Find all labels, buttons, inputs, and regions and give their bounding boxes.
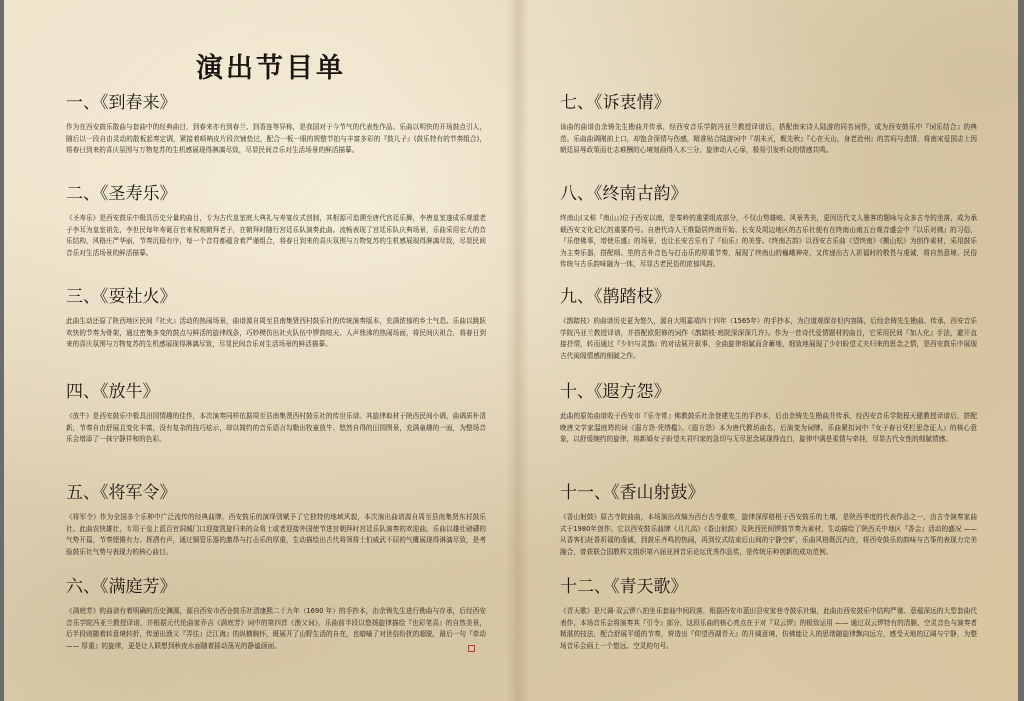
- program-heading: 二、《圣寿乐》: [66, 184, 177, 204]
- program-item: [560, 381, 977, 446]
- program-heading: 十二、《青天歌》: [560, 577, 688, 597]
- program-heading: 一、《到春来》: [66, 93, 177, 113]
- right-edge: [1018, 0, 1024, 701]
- program-description: 《青天歌》是尺调·双云锣八拍坐乐套曲中间段落，根据西安市蓝田县安家巷寺鼓乐社编，此曲由西安鼓乐中结构严谨、意蕴深远的大型套曲代表作，本场音乐会将演奏其『引令』部分，这段乐曲的核心亮点在于对『双云锣』的极致运用 —— 通过双云锣特有的清脆、空灵音色与演奏者精湛的技法，配合舒展平缓的节奏，营造出『仰望西湖青天』的开阔意境，仿佛能让人的思绪随旋律飘向远方，感受天地的辽阔与宁静，为整场音乐会画上一个悠远、空灵的句号。: [560, 607, 977, 650]
- program-item: [560, 482, 977, 558]
- program-description: 《圣寿乐》是西安鼓乐中极具历史分量的曲目，专为古代皇室庭大典礼与寿宴仪式创制，其根源可追溯至唐代宫廷乐舞，李唐皇室遂成乐观道老子李耳为皇室祖先，李世民每年寿诞百官来祝观朝拜老子，在朝拜时随行宫廷乐队演奏此曲。流畅表现了宫廷乐队庆典场景，乐曲采用宏大的音乐结构，风格庄严华丽，节奏沉稳有序，每一个音符都蕴含着严谨组合，将春日到来的喜庆氛围与万物复苏的生机感展现得淋漓尽致，尽显民间音乐对生活场景的鲜活描摹。: [66, 214, 486, 257]
- program-item: [66, 286, 486, 351]
- program-description: 《将军令》作为全国多个乐种中广泛流传的经典曲牌，西安鼓乐的演绎别赋予了它独特的地域风貌，本次演出曲谱源自周至县南集贤东村鼓乐社。此曲农快雄壮，专用于皇上派百官洞城门口迎接凯旋归来的众将士或者迎接外国使节进宫朝拜时宫廷乐队演奏的欢迎曲。乐曲以雄壮磅礴的气势开篇，节奏铿锵有力、挥洒有声，通过铜管乐器的激昂与打击乐的厚重，生动描绘出古代将领将士们威武不屈的气概展现得淋漓尽致，是考验鼓乐社气势与表现力的核心曲目。: [66, 513, 486, 556]
- program-heading: 四、《放牛》: [66, 382, 160, 402]
- program-heading: 七、《诉衷情》: [560, 93, 671, 113]
- program-item: [560, 286, 977, 362]
- program-item: [560, 576, 977, 652]
- program-description: 《放牛》是西安鼓乐中极具田园情趣的佳作，本次演奏同样依据周至县南集贤西村鼓乐社的传世乐谱。其旋律取材于陕西民间小调，曲调质朴清新，节奏自由舒展且变化丰富，没有复杂的技巧炫示，却以简约的音乐语言勾勒出牧童放牛、悠然自得的田园图景，充满童趣的一面，为整场音乐会增添了一抹宁静祥和的色彩。: [66, 412, 486, 443]
- program-description: 此曲的原始曲谱收于西安市『乐寺常』佛教鼓乐社余登建先生的手抄本，后由余铸先生勘曲并传承，经西安音乐学院程天健教授译谱后，搭配晚唐文学家温庭筠的词《遐方怨·凭绣槛》。《遐方怨》本为唐代教坊曲名，后演变为词牌。乐曲紧扣词中『女子春日凭栏思念征人』的核心意象，以舒缓婉约的旋律，将新婚女子盼望夫君归家的急切与无尽思念展现得直白，旋律中满是柔情与牵挂，尽显古代女性的细腻情感。: [560, 412, 977, 443]
- program-heading: 九、《鹊踏枝》: [560, 287, 671, 307]
- left-edge: [0, 0, 4, 701]
- program-heading: 十一、《香山射鼓》: [560, 483, 705, 503]
- program-item: [66, 576, 486, 652]
- program-item: [66, 482, 486, 558]
- program-heading: 三、《耍社火》: [66, 287, 177, 307]
- program-item: [560, 183, 977, 271]
- page-title: 演出节目单: [196, 53, 346, 84]
- program-item: [560, 92, 977, 157]
- program-item: [66, 183, 486, 259]
- program-description: 该曲的曲谱由余铸先生勘曲并传承，经西安音乐学院冯亚兰教授译谱后，搭配南宋诗人陆游的同名词作，成为西安鼓乐中『词乐结合』的典范。乐曲曲调刚前上口，却饱含深情与伤感，精准贴合陆游词中『胡未灭，鬓先秋』『心在天山，身老沧州』的苦闷与悲情，将南宋爱国志士因朝廷屈辱政策而壮志难酬的心境刻画得入木三分，旋律动人心扉，极易引发听众的情感共鸣。: [560, 123, 977, 154]
- program-heading: 六、《满庭芳》: [66, 577, 177, 597]
- program-description: 作为在西安鼓乐散曲与套曲中的经典曲目，到春来亦有到春兰、到香连等异称，是我国对于今节气的代表性作品。乐曲以明快的开场鼓点引人，随后以一段自由灵动的散板起奏定调，紧接着唢呐皮片段次铺垫过，配合一板一眼的规整节拍与丰富多彩的『鼓儿子』(鼓乐特有的节奏组合)，将春日到来的喜庆氛围与万物复苏的生机感展现得淋漓尽致，尽显民间音乐对生活场景的鲜活描摹。: [66, 123, 486, 154]
- program-description: 《鹊踏枝》的曲谱历史更为悠久，源自大明嘉靖四十四年（1565年）的手抄本，为白道观保存但内容陈，后经余铸先生勘曲、传承，西安音乐学院冯亚兰教授译谱，并搭配欧阳修的词作《鹊踏枝·庭院深深深几许》。作为一首诗代爱情题材的曲目，它采用民间『加人化』手法，避开直接抒情，转而通过『少妇与灵鹊』的对话展开叙事，全曲旋律细腻而含蓄地，细致地展现了少妇盼望丈夫归来的思念之情，是西安鼓乐中展现古代闺阁情感的细腻之作。: [560, 317, 977, 360]
- overflow-marker-icon: [468, 645, 475, 652]
- program-item: [66, 381, 486, 446]
- program-description: 《满庭芳》的曲谱有着明确的历史渊源，源自西安市西仓鼓乐社清康熙二十九年（1690 年）的手抄本，由余铸先生进行勘曲与存承，后经西安音乐学院冯亚兰教授译谱，并根据元代伦曲家乔吉《满庭芳》词中的第四首《渔父词》，乐曲前半段以悠扬旋律描绘『也彩笔喜』的自然美景，后半段则随着转意境转折，传递出渔父『弄往』泛江海』的纵横胸怀，既展开了山野生活的自在，也暗喻了对世俗纷扰的超脱，最后一句『牵动 —— 厚重』的旋律，更是让人联想到秋夜水面随着摇动荡光的静谧画面。: [66, 607, 486, 650]
- program-item: [66, 92, 486, 157]
- center-fold: [506, 0, 530, 701]
- program-heading: 五、《将军令》: [66, 483, 177, 503]
- program-description: 《香山射鼓》原古寺院曲曲，本场演出改编为西台古寺重奏，旋律深厚格根于西安鼓乐的土壤，是陕西季度的代表作品之一，由古寺演奏家曲式于1980年创作。它以西安鼓乐曲牌《月儿高》《香山射鼓》及陕西民间锣鼓节奏为素材，生动描绘了陕西关中地区『香会』活动的盛况 —— 从香客们赶香祈福的虔诚，到鼓乐齐鸣的热闹，再到仪式结束后山间的宁静空旷，乐曲风格既沉内在，将西安鼓乐的韵味与古筝的表现力完美融合，曾获联合国教科文组织第六届亚洲音乐论坛优秀作品奖，是传统乐种创新的成功范例。: [560, 513, 977, 556]
- program-heading: 十、《遐方怨》: [560, 382, 671, 402]
- program-description: 终南山(又称『南山』)位于西安以南，是秦岭的重要组成部分，不仅山势雄峻、风景秀美，更因历代文人墨客的题咏与众多古寺的坐落，成为承载西安文化记忆的重要符号。自唐代诗人王维隐居终南开始、长安及周边地区的古乐社便有在终南山南五台观音盛会中『以乐对佛』的习俗，『乐借佛事，增使乐盛』的场景，也让长安古乐有了『仙乐』的美誉。《终南古韵》以西安古乐曲《望终南》《搬山松》为创作素材，采用鼓乐为主奏乐器，搭配唢、笙的古朴音色与打击乐的厚重节奏，展现了终南山的巍峨神奇，又传递出古人祈福时的敬畏与虔诚，将自然意境、民俗传统与古乐韵味融为一体，尽显古老民俗的浓郁风韵。: [560, 214, 977, 268]
- program-heading: 八、《终南古韵》: [560, 184, 688, 204]
- program-description: 此曲生动还原了陕西地区民间『社火』活动的热闹场景，曲谱源自周至县南集贤西村鼓乐社的传统演奏版本，充满浓郁的乡土气息。乐曲以跳跃欢快的节奏为骨架，通过密集多变的鼓点与鲜活的旋律线条，巧妙模仿出社火队伍中锣鼓喧天、人声鼎沸的热闹场面，将民间庆祖合，将春日到来的喜庆氛围与万物复苏的生机感展现得淋漓尽致，尽显民间音乐对生活场景的鲜活描摹。: [66, 317, 486, 348]
